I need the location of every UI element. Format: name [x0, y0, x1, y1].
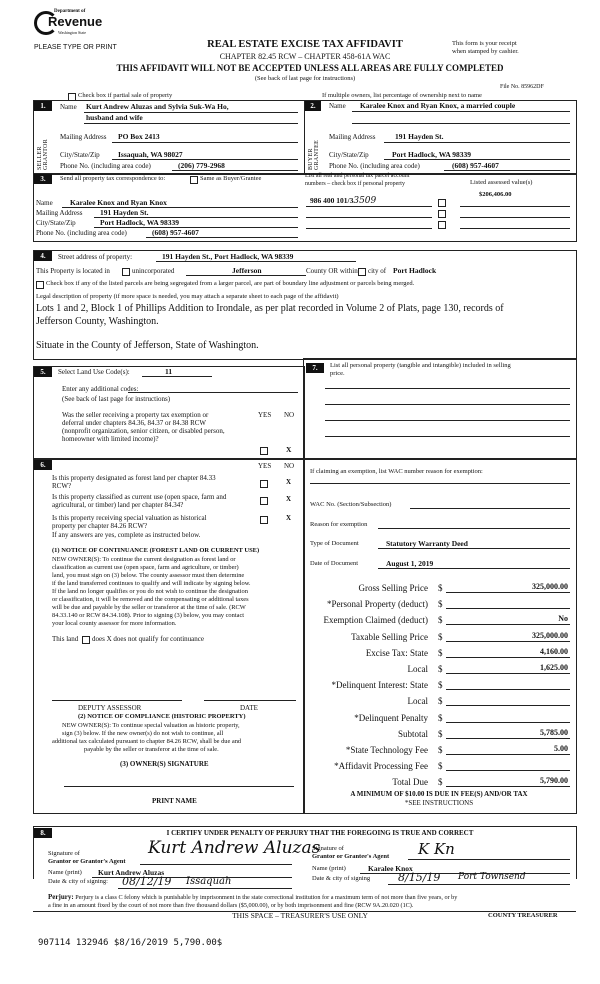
send-correspondence-label: Send all property tax correspondence to:: [60, 175, 166, 182]
grantor-signature[interactable]: Kurt Andrew Aluzas: [148, 838, 321, 858]
tax-row-label: *Delinquent Interest: State: [331, 680, 428, 690]
historic-no-answer[interactable]: X: [286, 514, 292, 522]
tax-row-label: *Delinquent Penalty: [354, 713, 428, 723]
section-3-number: 3.: [34, 174, 52, 184]
grantor-date[interactable]: 08/12/19: [122, 875, 172, 888]
please-type: PLEASE TYPE OR PRINT: [34, 44, 117, 51]
tax-row-dollar: $: [438, 648, 443, 658]
unincorporated-checkbox[interactable]: [122, 268, 130, 276]
tax-row-label: *State Technology Fee: [345, 745, 428, 755]
parcel-number-handwritten: 3509: [353, 196, 377, 206]
same-as-buyer-label: Same as Buyer/Grantee: [200, 175, 262, 182]
section-2-number: 2.: [305, 101, 321, 111]
notice-continuance-1: NEW OWNER(S): To continue the current designation as forest land or: [52, 556, 236, 563]
seller-name-line2: husband and wife: [86, 113, 143, 122]
exemption-claim-label: If claiming an exemption, list WAC number reason for exemption:: [310, 468, 483, 475]
legal-description-3[interactable]: Situate in the County of Jefferson, State of Washington.: [36, 340, 259, 351]
buyer-city-label: City/State/Zip: [329, 151, 369, 159]
reason-input[interactable]: [378, 528, 570, 529]
tax-row-value[interactable]: 1,625.00: [540, 663, 568, 672]
tax-row-dollar: $: [438, 696, 443, 706]
tax-row-underline: [446, 657, 570, 658]
tax-row-underline: [446, 786, 570, 787]
legal-description-label: Legal description of property (if more space is needed, you may attach a separate sheet to each page of the affidavit): [36, 293, 339, 300]
tax-row-underline: [446, 705, 570, 706]
notice-compliance-2: sign (3) below. If the new owner(s) do not wish to continue, all: [62, 730, 224, 737]
tax-row-label: *Affidavit Processing Fee: [334, 761, 428, 771]
print-name-label: PRINT NAME: [152, 797, 197, 805]
tax-row-value[interactable]: 4,160.00: [540, 647, 568, 656]
tax-row-value[interactable]: No: [558, 614, 568, 623]
assessed-value[interactable]: $206,406.00: [479, 191, 512, 198]
s6-no-header: NO: [284, 462, 295, 470]
historic-yes-checkbox[interactable]: [260, 516, 268, 524]
segregated-label: Check box if any of the listed parcels are being segregated from a larger parcel, are part of boundary line adjustment or parcels being merged.: [46, 280, 415, 287]
tax-row-dollar: $: [438, 632, 443, 642]
tax-row-dollar: $: [438, 713, 443, 723]
logo-wordmark: Revenue: [48, 14, 103, 29]
s3-city[interactable]: Port Hadlock, WA 98339: [100, 218, 180, 227]
certify-statement: I CERTIFY UNDER PENALTY OF PERJURY THAT THE FOREGOING IS TRUE AND CORRECT: [166, 829, 474, 837]
tax-row-underline: [446, 738, 570, 739]
perjury-text-2: a fine in an amount fixed by the court of not more than five thousand dollars ($5,000.00), or by both imprisonment and fine (RCW 9A.20.020 (1C).: [48, 902, 414, 909]
s3-city-label: City/State/Zip: [36, 219, 76, 227]
exemption-yes-checkbox[interactable]: [260, 447, 268, 455]
multiple-owners-note: If multiple owners, list percentage of ownership next to name: [322, 92, 482, 99]
grantor-name-label: Name (print): [48, 869, 82, 876]
logo-dept-line1: Department of: [54, 9, 86, 14]
tax-row-value[interactable]: 5,790.00: [540, 776, 568, 785]
section-6-number: 6.: [34, 460, 52, 470]
type-of-document[interactable]: Statutory Warranty Deed: [386, 539, 468, 548]
section-5-number: 5.: [34, 367, 52, 377]
s3-mailing-label: Mailing Address: [36, 209, 83, 217]
tax-row-label: Local: [407, 696, 428, 706]
grantor-city[interactable]: Issaquah: [186, 876, 232, 887]
tax-row-underline: [446, 641, 570, 642]
owner-signature-line[interactable]: [64, 786, 294, 787]
tax-row-underline: [446, 770, 570, 771]
notice-continuance-3: land, you must sign on (3) below. The county assessor must then determine: [52, 572, 245, 579]
form-chapter: CHAPTER 82.45 RCW – CHAPTER 458-61A WAC: [219, 52, 391, 61]
notice-continuance-4: if the land transferred continues to qualify and will indicate by signing below.: [52, 580, 251, 587]
within-city[interactable]: Port Hadlock: [393, 266, 437, 275]
personal-property-checkbox-2[interactable]: [438, 210, 446, 218]
tax-row-underline: [446, 689, 570, 690]
buyer-side-label: BUYER GRANTEE: [308, 139, 320, 170]
form-title: REAL ESTATE EXCISE TAX AFFIDAVIT: [207, 39, 403, 50]
buyer-name-label: Name: [329, 102, 346, 110]
county-or-within: County OR within: [306, 267, 358, 275]
section-4-number: 4.: [34, 251, 52, 261]
forest-yes-checkbox[interactable]: [260, 480, 268, 488]
tax-row-dollar: $: [438, 583, 443, 593]
buyer-mailing[interactable]: 191 Hayden St.: [395, 132, 444, 141]
tax-row-underline: [446, 592, 570, 593]
notice-continuance-7: will be due and payable by the seller or transferor at the time of sale. (RCW: [52, 604, 246, 611]
qualify-label: does X does not qualify for continuance: [92, 635, 204, 643]
cashier-receipt-stamp: 907114 132946 $8/16/2019 5,790.00$: [38, 938, 223, 948]
tax-row-label: Gross Selling Price: [358, 583, 428, 593]
grantee-signature[interactable]: K Kn: [418, 840, 455, 858]
tax-row-dollar: $: [438, 729, 443, 739]
tax-row-label: Total Due: [392, 777, 428, 787]
legal-description-1[interactable]: Lots 1 and 2, Block 1 of Phillips Addition to Irondale, as per plat recorded in Volume 2 of Plats, page 130, records of: [36, 303, 504, 314]
grantee-sig-label-1: Signature of: [312, 845, 344, 852]
receipt-note-1: This form is your receipt: [452, 40, 517, 47]
s3-name-label: Name: [36, 199, 53, 207]
grantee-sig-label-2: Grantor or Grantee's Agent: [312, 853, 390, 860]
grantee-name[interactable]: Karalee Knox: [368, 864, 413, 873]
seller-name-line1: Kurt Andrew Aluzas and Sylvia Suk-Wa Ho,: [86, 102, 229, 111]
personal-property-label-1: List all personal property (tangible and intangible) included in selling: [330, 362, 511, 369]
s3-name[interactable]: Karalee Knox and Ryan Knox: [70, 198, 167, 207]
perjury-text-1: Perjury is a class C felony which is punishable by imprisonment in the state correctional institution for a maximum term of not more than five years, or by: [75, 894, 458, 901]
buyer-name[interactable]: Karalee Knox and Ryan Knox, a married couple: [360, 101, 516, 110]
buyer-mailing-label: Mailing Address: [329, 133, 376, 141]
exemption-no-answer[interactable]: X: [286, 445, 292, 454]
tax-row-dollar: $: [438, 615, 443, 625]
located-label: This Property is located in: [36, 267, 110, 275]
form-warning: THIS AFFIDAVIT WILL NOT BE ACCEPTED UNLESS ALL AREAS ARE FULLY COMPLETED: [116, 63, 504, 73]
forest-question-2: RCW?: [52, 482, 72, 490]
notice-continuance-8: 84.33.140 or RCW 84.34.108). Prior to signing (3) below, you may contact: [52, 612, 245, 619]
personal-property-checkbox-1[interactable]: [438, 199, 446, 207]
notice-compliance-title: (2) NOTICE OF COMPLIANCE (HISTORIC PROPERTY): [78, 713, 246, 720]
s5-no-header: NO: [284, 411, 295, 419]
current-use-yes-checkbox[interactable]: [260, 497, 268, 505]
forest-question-1: Is this property designated as forest land per chapter 84.33: [52, 474, 216, 482]
if-yes-note: If any answers are yes, complete as instructed below.: [52, 531, 201, 539]
seller-mailing[interactable]: PO Box 2413: [118, 132, 160, 141]
notice-continuance-5: If the land no longer qualifies or you do not wish to continue the designation: [52, 588, 248, 595]
notice-continuance-6: or classification, it will be removed and the compensating or additional taxes: [52, 596, 249, 603]
notice-continuance-2: classification as current use (open space, farm and agriculture, or timber): [52, 564, 239, 571]
personal-property-label-2: price.: [330, 370, 345, 377]
parcel-header-1: List all real and personal tax parcel account: [305, 173, 410, 179]
tax-row-value[interactable]: 325,000.00: [532, 631, 568, 640]
section-8-number: 8.: [34, 828, 52, 838]
buyer-city[interactable]: Port Hadlock, WA 98339: [392, 150, 472, 159]
within-city-checkbox[interactable]: [358, 268, 366, 276]
s3-phone-label: Phone No. (including area code): [36, 229, 127, 237]
s3-mailing[interactable]: 191 Hayden St.: [100, 208, 149, 217]
parcel-number-row[interactable]: [310, 196, 376, 206]
see-back: (See back of last page for instructions): [254, 75, 356, 82]
notice-compliance-4: payable by the seller or transferor at the time of sale.: [84, 746, 219, 753]
notice-compliance-1: NEW OWNER(S): To continue special valuation as historic property,: [62, 722, 240, 729]
s5-yes-header: YES: [258, 411, 272, 419]
this-land-label: This land: [52, 635, 79, 643]
perjury-notice: [48, 893, 578, 902]
historic-question-1: Is this property receiving special valuation as historical: [52, 514, 207, 522]
seller-mailing-label: Mailing Address: [60, 133, 107, 141]
exemption-question-3: (nonprofit organization, senior citizen, or disabled person,: [62, 427, 225, 435]
exemption-question-2: deferral under chapters 84.36, 84.37 or 84.38 RCW: [62, 419, 207, 427]
file-number: File No. 85962DF: [500, 84, 544, 90]
tax-row-value[interactable]: 5,785.00: [540, 728, 568, 737]
notice-continuance-9: your local county assessor for more information.: [52, 620, 177, 627]
deputy-date-label: DATE: [240, 704, 258, 712]
date-of-document[interactable]: August 1, 2019: [386, 559, 434, 568]
buyer-phone[interactable]: (608) 957-4607: [452, 161, 499, 170]
tax-row-label: Exemption Claimed (deduct): [323, 615, 428, 625]
unincorporated-label: unincorporated: [132, 267, 175, 275]
see-instructions: *SEE INSTRUCTIONS: [404, 799, 474, 807]
grantor-date-label: Date & city of signing:: [48, 878, 108, 885]
seller-phone-label: Phone No. (including area code): [60, 162, 151, 170]
tax-row-dollar: $: [438, 777, 443, 787]
owner-signature-label: (3) OWNER(S) SIGNATURE: [120, 760, 209, 768]
city-of-label: city of: [368, 267, 387, 275]
current-use-no-answer[interactable]: X: [286, 495, 292, 503]
tax-row-underline: [446, 754, 570, 755]
assessed-header: Listed assessed value(s): [470, 179, 533, 186]
receipt-note-2: when stamped by cashier.: [452, 48, 519, 55]
exemption-question-1: Was the seller receiving a property tax exemption or: [62, 411, 209, 419]
treasurer-use-only: THIS SPACE – TREASURER'S USE ONLY: [232, 911, 368, 920]
tax-row-label: Taxable Selling Price: [351, 632, 428, 642]
tax-row-label: Subtotal: [397, 729, 428, 739]
notice-compliance-3: additional tax calculated pursuant to chapter 84.26 RCW, shall be due and: [52, 738, 242, 745]
personal-property-checkbox-3[interactable]: [438, 221, 446, 229]
grantee-date[interactable]: 8/15/19: [398, 871, 441, 884]
deputy-assessor-label: DEPUTY ASSESSOR: [78, 704, 142, 712]
land-use-label: Select Land Use Code(s):: [58, 368, 130, 376]
notice-continuance-title: (1) NOTICE OF CONTINUANCE (FOREST LAND OR CURRENT USE): [52, 547, 260, 554]
minimum-due-note: A MINIMUM OF $10.00 IS DUE IN FEE(S) AND/OR TAX: [350, 790, 528, 798]
additional-codes-1: Enter any additional codes:: [62, 385, 139, 393]
s3-phone[interactable]: (608) 957-4607: [152, 228, 199, 237]
tax-row-dollar: $: [438, 680, 443, 690]
reason-label: Reason for exemption: [310, 521, 368, 528]
type-of-document-label: Type of Document: [310, 540, 359, 547]
grantor-name[interactable]: Kurt Andrew Aluzas: [98, 868, 165, 877]
grantee-name-label: Name (print): [312, 865, 346, 872]
tax-row-underline: [446, 673, 570, 674]
county-treasurer: COUNTY TREASURER: [488, 912, 558, 919]
grantor-sig-label-1: Signature of: [48, 850, 80, 857]
grantee-date-label: Date & city of signing: [312, 875, 371, 882]
tax-row-dollar: $: [438, 761, 443, 771]
county-name[interactable]: Jefferson: [232, 266, 262, 275]
logo-dept-line3: Washington State: [58, 30, 87, 35]
buyer-phone-label: Phone No. (including area code): [329, 162, 420, 170]
tax-row-value[interactable]: 325,000.00: [532, 582, 568, 591]
tax-row-dollar: $: [438, 745, 443, 755]
additional-codes-2: (See back of last page for instructions): [62, 395, 171, 403]
street-address[interactable]: 191 Hayden St., Port Hadlock, WA 98339: [162, 252, 294, 261]
segregated-checkbox[interactable]: [36, 281, 44, 289]
tax-row-underline: [446, 722, 570, 723]
legal-description-2[interactable]: Jefferson County, Washington.: [36, 316, 159, 327]
parcel-number: 986 400 101/3: [310, 196, 354, 205]
perjury-label: Perjury:: [48, 893, 74, 901]
seller-city[interactable]: Issaquah, WA 98027: [118, 150, 183, 159]
current-use-question-2: agricultural, or timber) land per chapter 84.34?: [52, 501, 184, 509]
section-7-number: 7.: [306, 363, 324, 373]
same-as-buyer-checkbox[interactable]: [190, 176, 198, 184]
dor-logo: [34, 9, 103, 37]
seller-side-label: SELLER GRANTOR: [37, 139, 49, 170]
forest-no-answer[interactable]: X: [286, 478, 292, 486]
seller-phone[interactable]: (206) 779-2968: [178, 161, 225, 170]
exemption-question-4: homeowner with limited income)?: [62, 435, 159, 443]
parcel-header-2: numbers – check box if personal property: [305, 181, 405, 187]
wac-input[interactable]: [410, 508, 570, 509]
seller-name-label: Name: [60, 103, 77, 111]
tax-row-label: Local: [407, 664, 428, 674]
tax-row-dollar: $: [438, 664, 443, 674]
date-of-document-label: Date of Document: [310, 560, 359, 567]
tax-row-label: Excise Tax: State: [365, 648, 428, 658]
s6-yes-header: YES: [258, 462, 272, 470]
current-use-question-1: Is this property classified as current use (open space, farm and: [52, 493, 227, 501]
street-address-label: Street address of property:: [58, 253, 133, 261]
tax-row-underline: [446, 624, 570, 625]
historic-question-2: property per chapter 84.26 RCW?: [52, 522, 148, 530]
tax-row-value[interactable]: 5.00: [554, 744, 568, 753]
wac-label: WAC No. (Section/Subsection): [310, 501, 392, 508]
tax-row-underline: [446, 608, 570, 609]
grantee-city[interactable]: Port Townsend: [458, 872, 526, 882]
tax-row-dollar: $: [438, 599, 443, 609]
does-qualify-checkbox[interactable]: [82, 636, 90, 644]
tax-row-label: *Personal Property (deduct): [327, 599, 428, 609]
seller-city-label: City/State/Zip: [60, 151, 100, 159]
land-use-code[interactable]: 11: [165, 367, 173, 376]
partial-sale-label: Check box if partial sale of property: [78, 92, 173, 99]
grantor-sig-label-2: Grantor or Grantor's Agent: [48, 858, 126, 865]
section-1-number: 1.: [34, 101, 52, 111]
